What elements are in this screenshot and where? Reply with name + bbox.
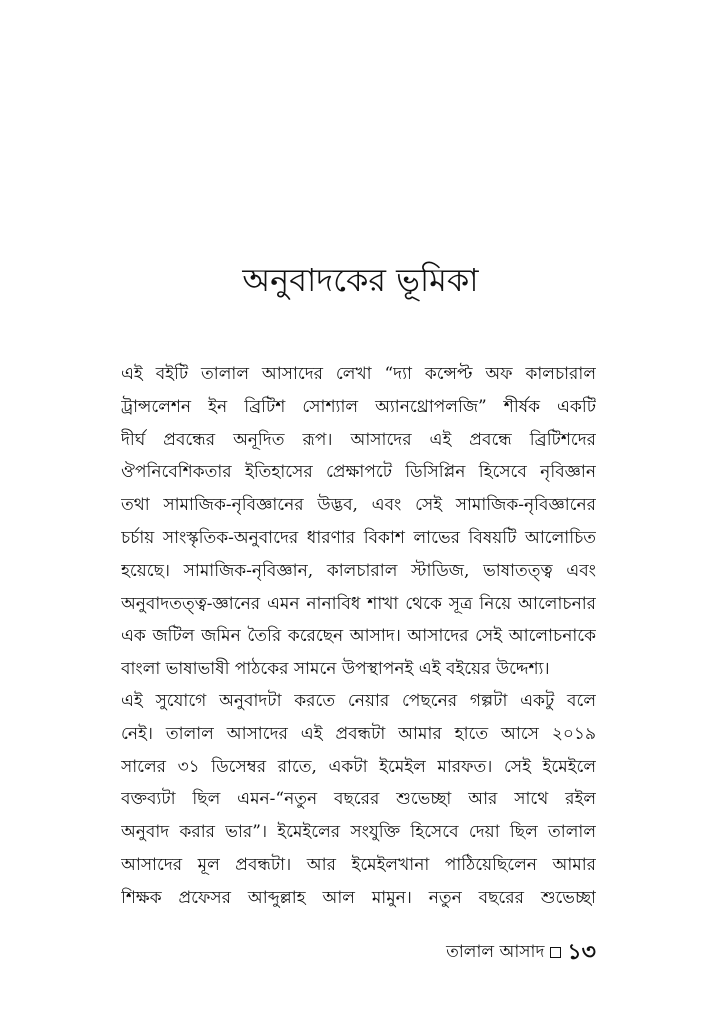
text-line: অনুবাদতত্ত্ব-জ্ঞানের এমন নানাবিধ শাখা থেকে সূত্র নিয়ে আলোচনার [121, 593, 596, 614]
text-line: সালের ৩১ ডিসেম্বর রাতে, একটা ইমেইল মারফত। সেই ইমেইলে [121, 756, 596, 777]
page-number: ১৩ [567, 939, 596, 965]
text-line: তথা সামাজিক-নৃবিজ্ঞানের উদ্ভব, এবং সেই সামাজিক-নৃবিজ্ঞানের [121, 495, 596, 516]
paragraph-intro [121, 358, 596, 686]
text-line: ট্রান্সলেশন ইন ব্রিটিশ সোশ্যাল অ্যানথ্রোপলজি” শীর্ষক একটি [121, 396, 596, 417]
text-line: দীর্ঘ প্রবন্ধের অনূদিত রূপ। আসাদের এই প্রবন্ধে ব্রিটিশদের [121, 429, 596, 450]
text-line: বক্তব্যটা ছিল এমন-“নতুন বছরের শুভেচ্ছা আর সাথে রইল [121, 789, 596, 810]
text-line: শিক্ষক প্রফেসর আব্দুল্লাহ আল মামুন। নতুন বছরের শুভেচ্ছা [121, 887, 596, 908]
text-line: ঔপনিবেশিকতার ইতিহাসের প্রেক্ষাপটে ডিসিপ্লিন হিসেবে নৃবিজ্ঞান [121, 462, 596, 483]
footer-author: তালাল আসাদ [446, 942, 545, 962]
text-line: হয়েছে। সামাজিক-নৃবিজ্ঞান, কালচারাল স্টাডিজ, ভাষাতত্ত্ব এবং [121, 560, 596, 581]
text-line: নেই। তালাল আসাদের এই প্রবন্ধটা আমার হাতে আসে ২০১৯ [121, 723, 596, 744]
text-line: এই বইটি তালাল আসাদের লেখা “দ্যা কন্সেপ্ট অফ কালচারাল [121, 364, 596, 384]
text-line: অনুবাদ করার ভার”। ইমেইলের সংযুক্তি হিসেবে দেয়া ছিল তালাল [121, 822, 596, 843]
text-line: চর্চায় সাংস্কৃতিক-অনুবাদের ধারণার বিকাশ লাভের বিষয়টি আলোচিত [121, 527, 596, 548]
text-line: এই সুযোগে অনুবাদটা করতে নেয়ার পেছনের গল্পটা একটু বলে [121, 691, 596, 711]
page-title: অনুবাদকের ভূমিকা [242, 261, 479, 299]
text-line: এক জটিল জমিন তৈরি করেছেন আসাদ। আসাদের সেই আলোচনাকে [121, 626, 596, 647]
square-icon [550, 947, 561, 958]
page-footer [446, 940, 596, 964]
text-line: বাংলা ভাষাভাষী পাঠকের সামনে উপস্থাপনই এই বইয়ের উদ্দেশ্য। [121, 659, 550, 680]
text-line: আসাদের মূল প্রবন্ধটা। আর ইমেইলখানা পাঠিয়েছিলেন আমার [121, 854, 596, 875]
paragraph-story [121, 685, 596, 915]
